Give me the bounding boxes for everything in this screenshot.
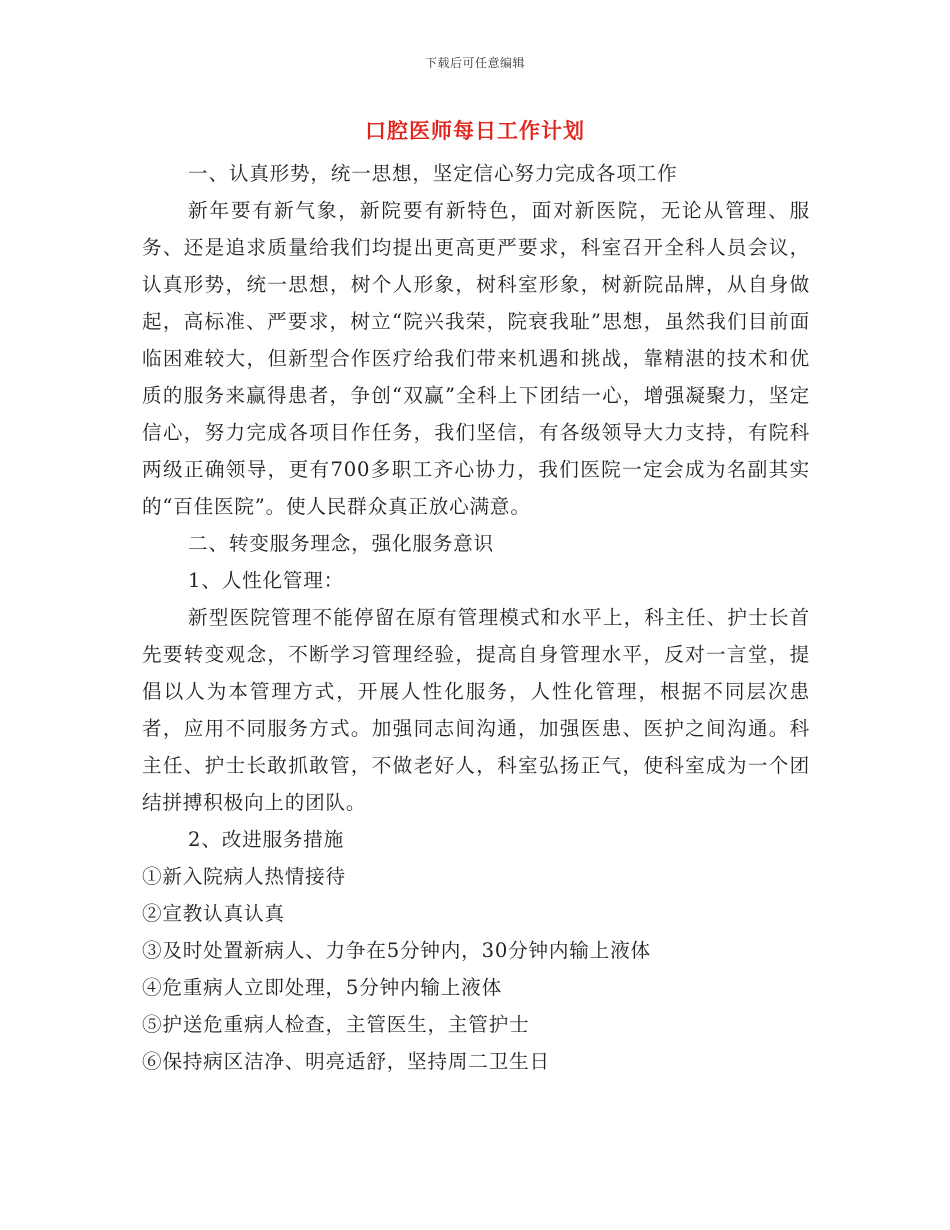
document-body: [142, 155, 810, 1080]
section-heading-2: 二、转变服务理念，强化服务意识: [188, 532, 494, 555]
subheading-2: 2、改进服务措施: [188, 828, 345, 851]
measure-item: ③及时处置新病人、力争在5分钟内，30分钟内输上液体: [142, 939, 651, 962]
body-paragraph-2: 新型医院管理不能停留在原有管理模式和水平上，科主任、护士长首先要转变观念，不断学习管理经验，提高自身管理水平，反对一言堂，提倡以人为本管理方式，开展人性化服务，人性化管理，根据不同层次患者，应用不同服务方式。加强同志间沟通，加强医患、医护之间沟通。科主任、护士长敢抓敢管，不做老好人，科室弘扬正气，使科室成为一个团结拼搏积极向上的团队。: [142, 606, 810, 814]
body-paragraph-1: 新年要有新气象，新院要有新特色，面对新医院，无论从管理、服务、还是追求质量给我们均提出更高更严要求，科室召开全科人员会议，认真形势，统一思想，树个人形象，树科室形象，树新院品牌，从自身做起，高标准、严要求，树立“院兴我荣，院衰我耻”思想，虽然我们目前面临困难较大，但新型合作医疗给我们带来机遇和挑战，靠精湛的技术和优质的服务来赢得患者，争创“双赢”全科上下团结一心，增强凝聚力，坚定信心，努力完成各项目作任务，我们坚信，有各级领导大力支持，有院科两级正确领导，更有700多职工齐心协力，我们医院一定会成为名副其实的“百佳医院”。使人民群众真正放心满意。: [142, 199, 810, 518]
measure-item: ⑤护送危重病人检查，主管医生，主管护士: [142, 1013, 530, 1036]
measure-item: ⑥保持病区洁净、明亮适舒，坚持周二卫生日: [142, 1050, 550, 1073]
section-heading-1: 一、认真形势，统一思想，坚定信心努力完成各项工作: [188, 162, 678, 185]
page-header-note: 下载后可任意编辑: [424, 56, 525, 70]
measure-item: ①新入院病人热情接待: [142, 865, 346, 888]
document-title: 口腔医师每日工作计划: [365, 118, 585, 143]
measure-item: ④危重病人立即处理，5分钟内输上液体: [142, 976, 502, 999]
subheading-1: 1、人性化管理：: [188, 569, 345, 592]
measure-item: ②宣教认真认真: [142, 902, 285, 925]
